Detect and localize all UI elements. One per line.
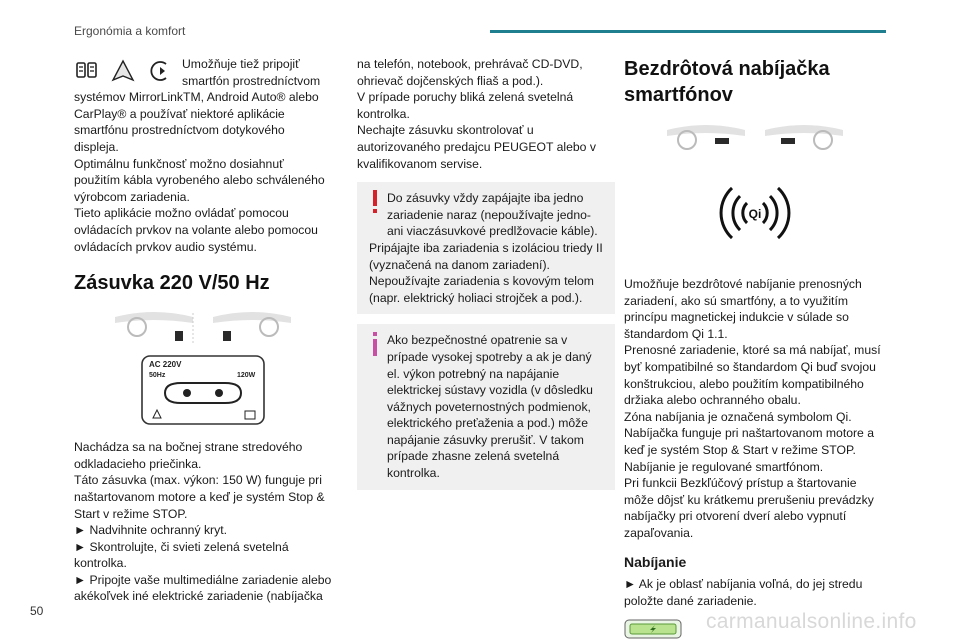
warning-text: Nepoužívajte zariadenia s kovovým telom (napr. elektrický holiaci strojček a pod.). [369,274,594,305]
column-2 [357,56,615,500]
intro-text-line2: smartfón prostredníctvom [182,73,321,88]
dashboard-left-icon [113,309,195,345]
info-icon [369,332,381,358]
step-item: ► Skontrolujte, či svieti zelená svetelná kontrolka. [74,539,289,571]
info-note [357,324,615,489]
section-title-wireless: Bezdrôtová nabíjačka smartfónov [624,58,830,106]
carplay-icon [146,58,172,84]
paragraph: Tieto aplikácie možno ovládať pomocou ovládacích prvkov na volante alebo pomocou ovládacích prvkov audio systému. [74,206,318,254]
socket-w-label: 120W [237,372,256,380]
warning-note [357,182,615,314]
socket-220v-icon [141,355,265,425]
page-number: 50 [30,604,44,618]
intro-text-rest: systémov MirrorLinkTM, Android Auto® alebo CarPlay® a používať niektoré aplikácie smartfónu prostredníctvom dotykového displeja. [74,90,319,154]
paragraph: Optimálnu funkčnosť možno dosiahnuť použitím kábla vyrobeného alebo schváleného výrobcom zariadenia. [74,156,325,204]
paragraph: Umožňuje bezdrôtové nabíjanie prenosných zariadení, ako sú smartfóny, a to využitím princípu magnetickej indukcie v súlade so štandardom Qi 1.1. [624,277,862,341]
dashboard-location-figure [624,122,886,158]
socket-ac-label: AC 220V [149,360,182,370]
intro-text-line1: Umožňuje tiež pripojiť [182,57,300,71]
paragraph: Nechajte zásuvku skontrolovať u autorizovaného predajcu PEUGEOT alebo v kvalifikovanom servise. [357,123,596,171]
watermark: carmanualsonline.info [706,610,917,633]
mirrorlink-icon [74,58,100,84]
dashboard-location-figure [74,309,332,345]
dashboard-left-icon [665,122,747,158]
paragraph: Prenosné zariadenie, ktoré sa má nabíjať, musí byť kompatibilné so štandardom Qi buď svojou konštrukciou, alebo použitím kompatibilného držiaka alebo ochranného obalu. [624,343,881,408]
paragraph: Nabíjanie je regulované smartfónom. [624,459,824,474]
qi-wireless-charging-icon [710,168,800,258]
section-title-socket: Zásuvka 220 V/50 Hz [74,272,270,295]
socket-hz-label: 50Hz [149,372,166,380]
step-item: ► Ak je oblasť nabíjania voľná, do jej stredu položte dané zariadenie. [624,577,863,608]
info-text: Ako bezpečnostné opatrenie sa v prípade vysokej spotreby a ak je daný el. výkon potrebný na napájanie elektrickej sústavy vozidla (v dôsledku vážnych poveternostných podmienok, elektrického preťaženia a pod.) môže napájanie zásuvky prerušiť. V takom prípade zhasne zelená svetelná kontrolka. [387,333,593,481]
android-auto-icon [110,58,136,84]
paragraph: Nabíjačka funguje pri naštartovanom motore a keď je systém Stop & Start v režime STOP. [624,426,874,457]
smartphone-connect-icons [74,58,172,84]
charging-pad-icon [624,619,682,639]
paragraph: Táto zásuvka (max. výkon: 150 W) funguje pri naštartovanom motore a keď je systém Stop & Start v režime STOP. [74,473,325,521]
paragraph: Zóna nabíjania je označená symbolom Qi. [624,409,852,424]
dashboard-right-icon [763,122,845,158]
header-rule [490,30,886,33]
warning-text: Pripájajte iba zariadenia s izoláciou triedy II (vyznačená na danom zariadení). [369,240,603,272]
step-item: ► Pripojte vaše multimediálne zariadenie alebo akékoľvek iné elektrické zariadenie (nabíjačka [74,572,332,604]
warning-exclamation-icon [369,190,381,216]
step-item: ► Nadvihnite ochranný kryt. [74,523,227,538]
column-3 [624,56,886,640]
dashboard-right-icon [211,309,293,345]
running-header: Ergonómia a komfort [74,24,186,38]
paragraph: na telefón, notebook, prehrávač CD-DVD, ohrievač dojčenských fliaš a pod.). [357,57,583,88]
subsection-title-charging: Nabíjanie [624,553,687,570]
paragraph: Nachádza sa na bočnej strane stredového odkladacieho priečinka. [74,440,303,471]
qi-label: Qi [748,207,762,221]
column-1 [74,56,332,605]
warning-text: Do zásuvky vždy zapájajte iba jedno zariadenie naraz (nepoužívajte jedno- ani viaczásuvkové predlžovacie káble). [387,191,598,239]
paragraph: Pri funkcii Bezkľúčový prístup a štartovanie môže dôjsť ku krátkemu prerušeniu prevádzky nabíjačky pri otvorení dverí alebo vypnutí zapaľovania. [624,476,874,540]
paragraph: V prípade poruchy bliká zelená svetelná kontrolka. [357,90,574,121]
